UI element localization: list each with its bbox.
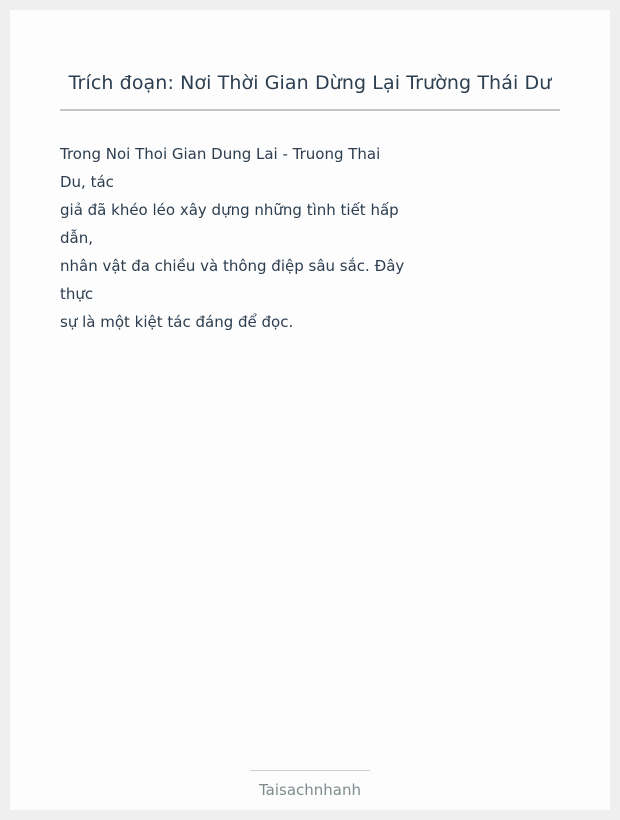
excerpt-line: Trong Noi Thoi Gian Dung Lai - Truong Thai [60, 145, 381, 163]
excerpt-body [60, 140, 405, 336]
footer-divider [250, 770, 370, 771]
footer-brand: Taisachnhanh [258, 781, 362, 799]
excerpt-line: dẫn, [60, 229, 93, 247]
excerpt-line: sự là một kiệt tác đáng để đọc. [60, 313, 294, 331]
document-page [10, 10, 610, 810]
document-title: Trích đoạn: Nơi Thời Gian Dừng Lại Trường Thái Dư [68, 72, 552, 94]
excerpt-line: nhân vật đa chiều và thông điệp sâu sắc. Đây [60, 257, 405, 275]
title-divider [60, 109, 560, 111]
excerpt-line: giả đã khéo léo xây dựng những tình tiết hấp [60, 201, 399, 219]
excerpt-line: thực [60, 285, 94, 303]
excerpt-line: Du, tác [60, 173, 114, 191]
